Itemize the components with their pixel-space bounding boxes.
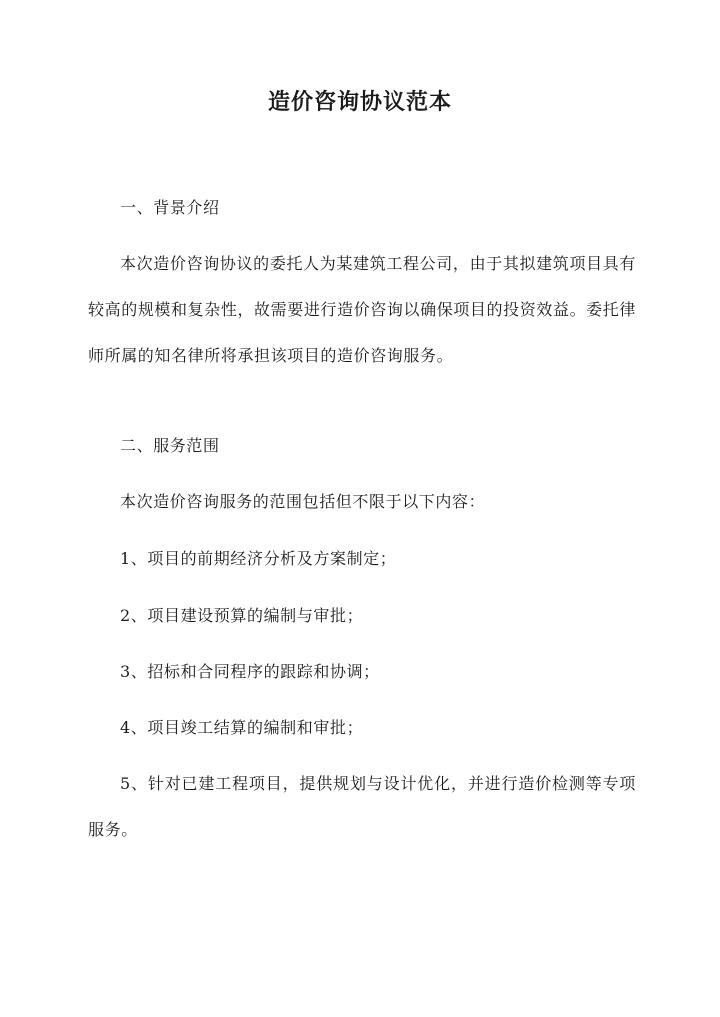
scope-item: 5、针对已建工程项目，提供规划与设计优化，并进行造价检测等专项服务。: [88, 774, 636, 839]
section-body-background: 本次造价咨询协议的委托人为某建筑工程公司，由于其拟建筑项目具有较高的规模和复杂性，故需要进行造价咨询以确保项目的投资效益。委托律师所属的知名律所将承担该项目的造价咨询服务。: [88, 254, 636, 365]
scope-item: 1、项目的前期经济分析及方案制定；: [120, 549, 397, 568]
scope-intro: 本次造价咨询服务的范围包括但不限于以下内容：: [120, 492, 486, 511]
document-title: 造价咨询协议范本: [267, 89, 452, 115]
section-heading-background: 一、背景介绍: [120, 198, 220, 217]
scope-item: 2、项目建设预算的编制与审批；: [120, 606, 364, 625]
section-heading-scope: 二、服务范围: [120, 436, 220, 455]
scope-item: 4、项目竣工结算的编制和审批；: [120, 718, 364, 737]
scope-item: 3、招标和合同程序的跟踪和协调；: [120, 662, 380, 681]
